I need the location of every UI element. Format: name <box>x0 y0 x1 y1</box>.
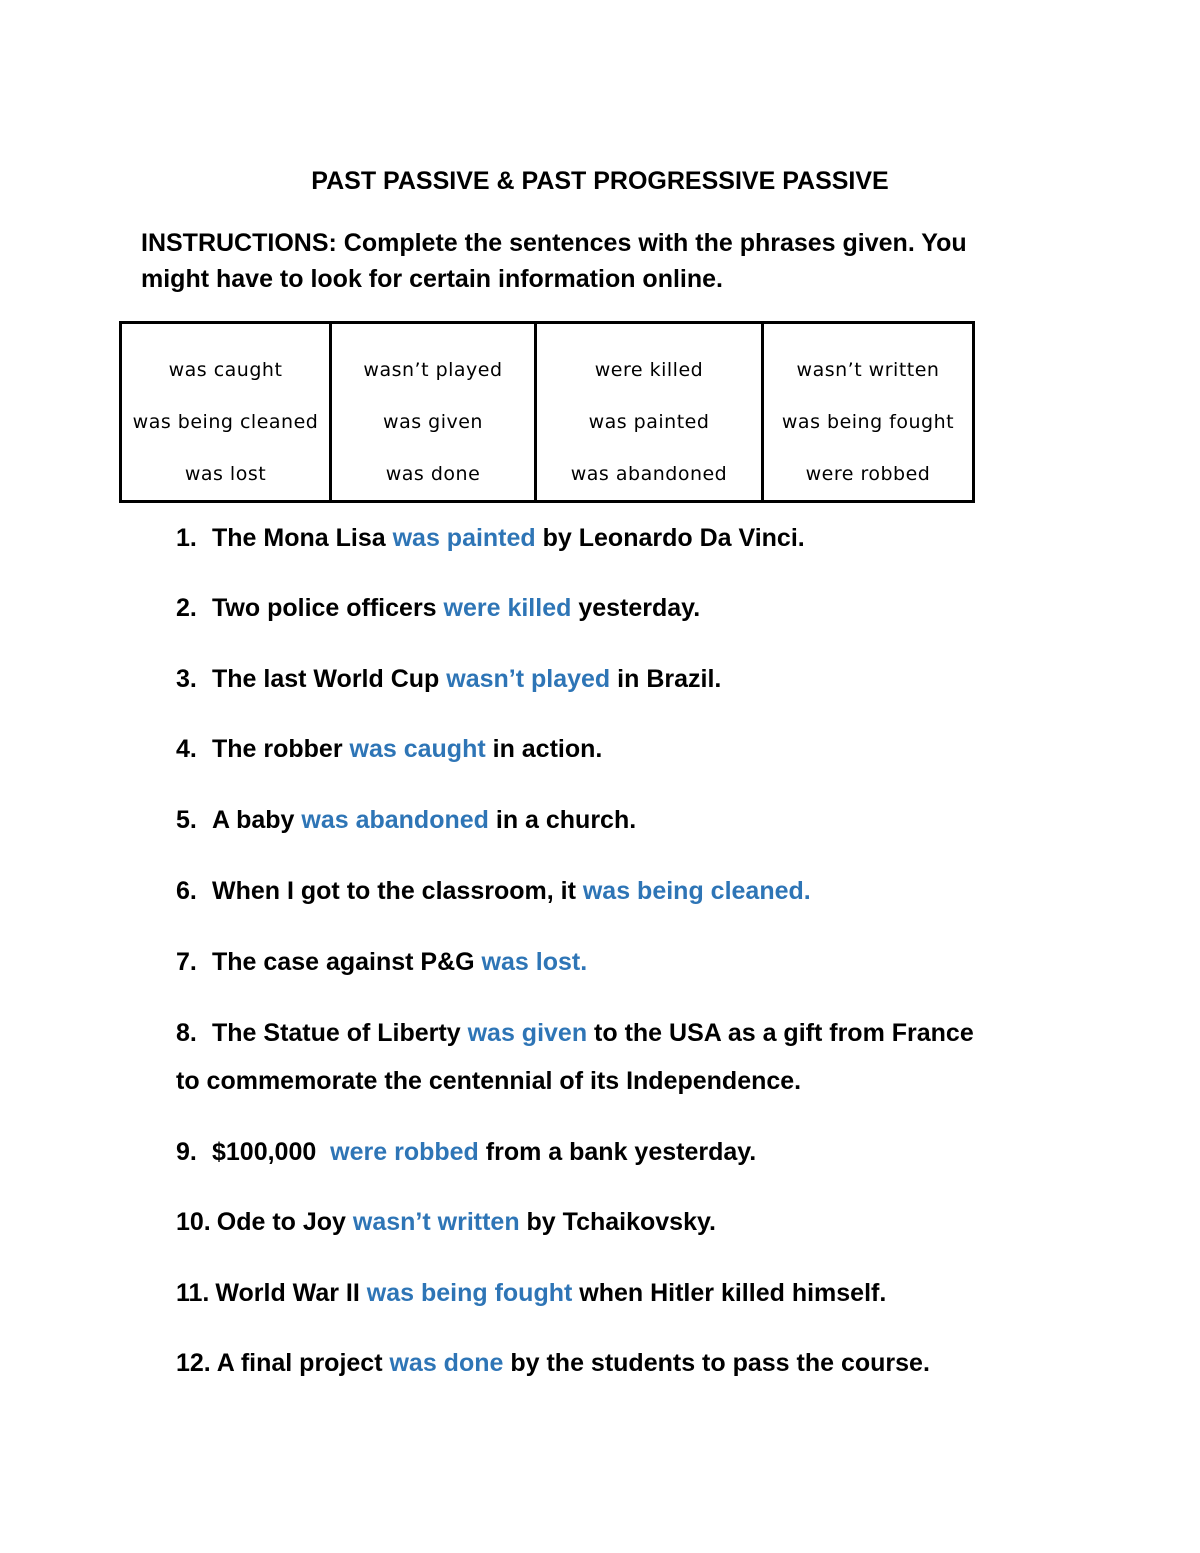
instructions-text-line-2: might have to look for certain information online. <box>141 265 723 293</box>
sentence-text: by Leonardo Da Vinci. <box>535 524 805 552</box>
sentence-number: 11. <box>176 1279 210 1307</box>
sentence-number: 5. <box>176 806 197 834</box>
answer-text: wasn’t written <box>352 1208 520 1236</box>
sentence-4 <box>176 725 1066 773</box>
answer-text: was caught <box>349 735 486 763</box>
word-bank-phrase: wasn’t played <box>363 359 503 381</box>
sentence-6 <box>176 867 1066 915</box>
answer-text: was abandoned <box>301 806 489 834</box>
sentence-11 <box>176 1269 1066 1317</box>
word-bank-phrase: was done <box>385 463 481 485</box>
sentence-text: The robber <box>212 735 350 763</box>
page-title: PAST PASSIVE & PAST PROGRESSIVE PASSIVE <box>311 167 889 195</box>
sentence-10 <box>176 1198 1066 1246</box>
sentence-text: in Brazil. <box>610 665 722 693</box>
sentence-number: 6. <box>176 877 197 905</box>
sentence-2 <box>176 584 1066 632</box>
word-bank-phrase: were killed <box>594 359 704 381</box>
word-bank-phrase: was lost <box>184 463 267 485</box>
answer-text: were robbed <box>330 1138 479 1166</box>
sentence-text: yesterday. <box>571 594 701 622</box>
answer-text: was given <box>467 1019 588 1047</box>
sentence-number: 2. <box>176 594 197 622</box>
sentence-7 <box>176 938 1066 986</box>
sentence-text: The last World Cup <box>212 665 447 693</box>
sentence-text: to the USA as a gift from France <box>587 1019 974 1047</box>
answer-text: were killed <box>443 594 572 622</box>
sentence-8 <box>176 1009 1066 1105</box>
word-bank-phrase: were robbed <box>805 463 931 485</box>
sentence-text: World War II <box>215 1279 367 1307</box>
answer-text: was painted <box>392 524 536 552</box>
word-bank-table <box>119 321 975 503</box>
sentence-number: 1. <box>176 524 197 552</box>
word-bank-column-3 <box>536 323 763 502</box>
sentence-number: 10. <box>176 1208 211 1236</box>
word-bank-column-2 <box>331 323 536 502</box>
instructions <box>141 225 1071 297</box>
sentence-continuation: to commemorate the centennial of its Independence. <box>176 1067 802 1095</box>
sentence-number: 8. <box>176 1019 197 1047</box>
sentence-9 <box>176 1128 1066 1176</box>
word-bank-phrase: was being cleaned <box>132 411 319 433</box>
sentence-number: 7. <box>176 948 197 976</box>
word-bank-phrase: was being fought <box>781 411 955 433</box>
sentence-12 <box>176 1339 1066 1387</box>
sentence-text: Two police officers <box>212 594 444 622</box>
answer-text: was lost. <box>481 948 588 976</box>
sentence-text: The case against P&G <box>212 948 482 976</box>
sentence-number: 3. <box>176 665 197 693</box>
sentence-number: 9. <box>176 1138 197 1166</box>
answer-text: was done <box>389 1349 504 1377</box>
sentence-text: A final project <box>216 1349 390 1377</box>
sentence-text: by Tchaikovsky. <box>519 1208 716 1236</box>
sentence-text: from a bank yesterday. <box>478 1138 757 1166</box>
sentence-1 <box>176 514 1066 562</box>
word-bank-phrase: was caught <box>168 359 283 381</box>
sentence-5 <box>176 796 1066 844</box>
word-bank-row <box>121 323 974 502</box>
instructions-text-line-1: Complete the sentences with the phrases given. You <box>343 229 967 257</box>
sentence-text: when Hitler killed himself. <box>572 1279 887 1307</box>
sentence-text: Ode to Joy <box>216 1208 353 1236</box>
word-bank-phrase: was abandoned <box>570 463 728 485</box>
sentence-text: $100,000 <box>212 1138 331 1166</box>
sentence-text: by the students to pass the course. <box>503 1349 930 1377</box>
sentence-text: When I got to the classroom, it <box>212 877 583 905</box>
sentence-number: 4. <box>176 735 197 763</box>
sentence-text: in a church. <box>488 806 637 834</box>
answer-text: was being cleaned. <box>582 877 811 905</box>
word-bank-column-4 <box>763 323 974 502</box>
answer-text: wasn’t played <box>446 665 611 693</box>
sentence-text: in action. <box>485 735 603 763</box>
word-bank-phrase: was given <box>383 411 483 433</box>
sentence-text: The Mona Lisa <box>212 524 393 552</box>
sentence-text: A baby <box>212 806 302 834</box>
word-bank-phrase: wasn’t written <box>796 359 940 381</box>
answer-text: was being fought <box>366 1279 573 1307</box>
word-bank-column-1 <box>121 323 331 502</box>
sentence-3 <box>176 655 1066 703</box>
sentence-number: 12. <box>176 1349 211 1377</box>
word-bank-phrase: was painted <box>588 411 710 433</box>
sentence-text: The Statue of Liberty <box>212 1019 468 1047</box>
instructions-label: INSTRUCTIONS: <box>141 229 337 257</box>
